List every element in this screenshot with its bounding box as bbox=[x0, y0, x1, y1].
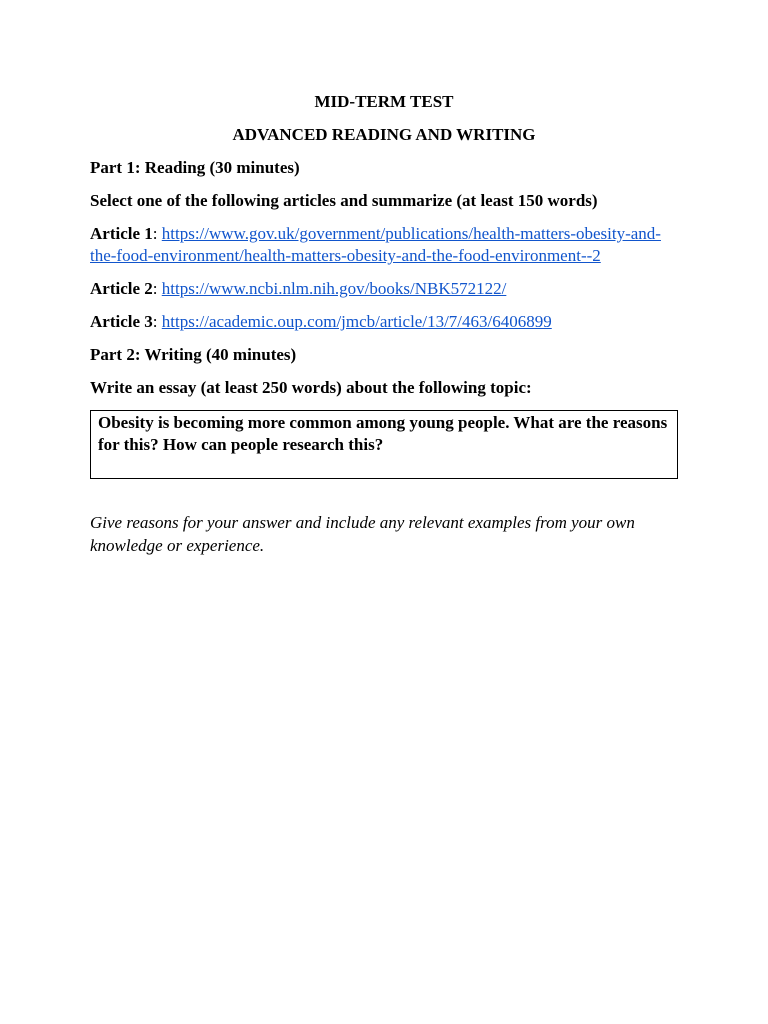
part2-heading: Part 2: Writing (40 minutes) bbox=[90, 345, 297, 364]
article-2-link[interactable]: https://www.ncbi.nlm.nih.gov/books/NBK572122/ bbox=[161, 279, 507, 298]
course-subtitle: ADVANCED READING AND WRITING bbox=[232, 125, 536, 144]
part1-heading: Part 1: Reading (30 minutes) bbox=[90, 158, 300, 177]
test-title: MID-TERM TEST bbox=[314, 92, 454, 111]
closing-note: Give reasons for your answer and include any relevant examples from your own knowledge or experience. bbox=[90, 513, 635, 555]
article-2-separator: : bbox=[152, 279, 162, 298]
article-3-label: Article 3 bbox=[90, 312, 153, 331]
article-2-label: Article 2 bbox=[90, 279, 153, 298]
article-3-separator: : bbox=[152, 312, 162, 331]
article-3-link[interactable]: https://academic.oup.com/jmcb/article/13/7/463/6406899 bbox=[161, 312, 552, 331]
article-1-item bbox=[90, 223, 678, 267]
part2-instruction: Write an essay (at least 250 words) about the following topic: bbox=[90, 378, 532, 397]
essay-topic-box: Obesity is becoming more common among young people. What are the reasons for this? How can people research this? bbox=[90, 410, 678, 479]
article-1-link[interactable]: https://www.gov.uk/government/publications/health-matters-obesity-and-the-food-environment/health-matters-obesity-and-the-food-environment--2 bbox=[90, 224, 661, 265]
article-1-label: Article 1 bbox=[90, 224, 153, 243]
article-1-separator: : bbox=[152, 224, 162, 243]
part1-instruction: Select one of the following articles and summarize (at least 150 words) bbox=[90, 191, 598, 210]
article-3-item bbox=[90, 311, 678, 333]
article-2-item bbox=[90, 278, 678, 300]
